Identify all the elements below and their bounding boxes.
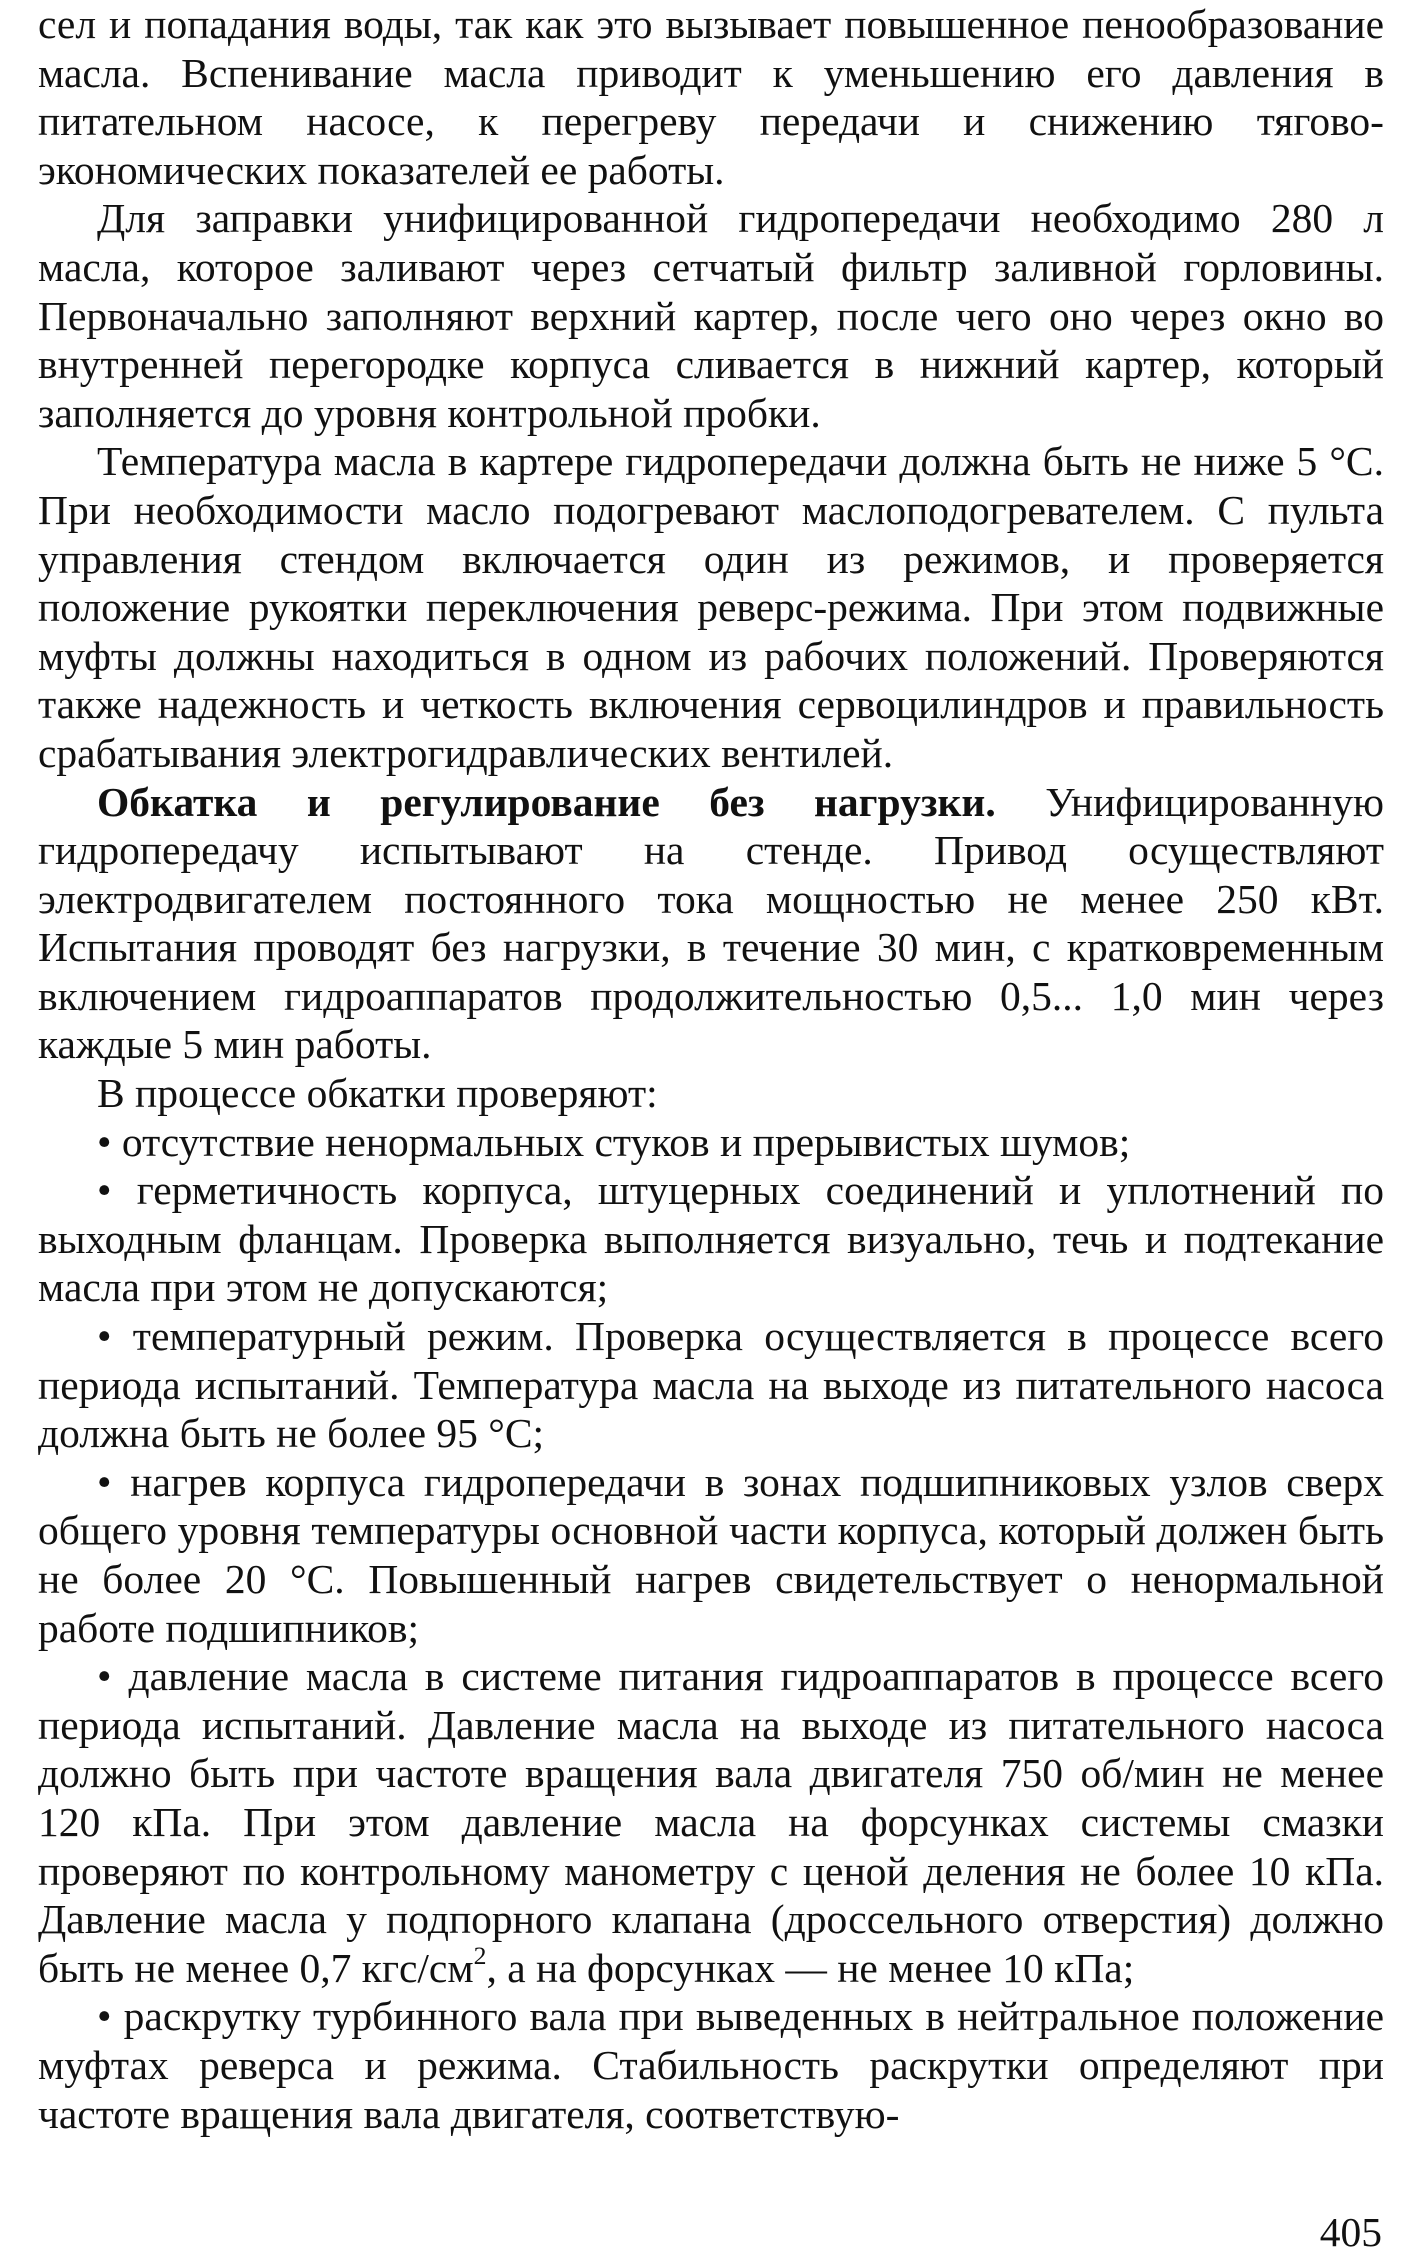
section-heading: Обкатка и регулирование без нагрузки. — [97, 778, 996, 825]
bullet-item-pressure — [38, 1652, 1384, 1992]
bullet-item: • герметичность корпуса, штуцерных соединений и уплотнений по выходным фланцам. Проверка выполняется визуально, течь и подтекание масла при этом не допускаются; — [38, 1167, 1384, 1311]
superscript-exponent: 2 — [473, 1940, 487, 1970]
paragraph-refueling: Для заправки унифицированной гидропередачи необходимо 280 л масла, которое заливают через сетчатый фильтр заливной горловины. Первоначально заполняют верхний картер, после чего оно через окно во внутренней перегородке корпуса сливается в нижний картер, который заполняется до уровня контрольной пробки. — [38, 195, 1384, 436]
pressure-text: • давление масла в системе питания гидроаппаратов в процессе всего периода испытаний. Давление масла на выходе из питательного насоса должно быть при частоте вращения вала двигателя 750 об/мин не менее 120 кПа. При этом давление масла на форсунках системы смазки проверяют по контрольному манометру с ценой деления не более 10 кПа. Давление масла у подпорного клапана (дроссельного отверстия) должно быть не менее 0,7 кгс/см — [38, 1653, 1384, 1991]
bullet-item: • раскрутку турбинного вала при выведенных в нейтральное положение муфтах реверса и режима. Стабильность раскрутки определяют при частоте вращения вала двигателя, соответствую- — [38, 1993, 1384, 2137]
section-text: Унифицированную гидропередачу испытывают на стенде. Привод осуществляют электродвигателем постоянного тока мощностью не менее 250 кВт. Испытания проводят без нагрузки, в течение 30 мин, с кратковременным включением гидроаппаратов продолжительностью 0,5... 1,0 мин через каждые 5 мин работы. — [38, 778, 1384, 1068]
paragraph-foaming: сел и попадания воды, так как это вызывает повышенное пенообразование масла. Вспенивание масла приводит к уменьшению его давления в питательном насосе, к перегреву передачи и снижению тягово-экономических показателей ее работы. — [38, 1, 1384, 193]
checklist-intro: В процессе обкатки проверяют: — [97, 1070, 658, 1117]
page-number: 405 — [1319, 2209, 1382, 2255]
section-paragraph — [38, 778, 1384, 1070]
document-page — [38, 0, 1384, 2138]
bullet-item: • нагрев корпуса гидропередачи в зонах подшипниковых узлов сверх общего уровня температуры основной части корпуса, который должен быть не более 20 °С. Повышенный нагрев свидетельствует о ненормальной работе подшипников; — [38, 1458, 1384, 1651]
paragraph-temperature: Температура масла в картере гидропередачи должна быть не ниже 5 °С. При необходимости масло подогревают маслоподогревателем. С пульта управления стендом включается один из режимов, и проверяется положение рукоятки переключения реверс-режима. При этом подвижные муфты должны находиться в одном из рабочих положений. Проверяются также надежность и четкость включения сервоцилиндров и правильность срабатывания электрогидравлических вентилей. — [38, 438, 1384, 776]
pressure-text-end: , а на форсунках — не менее 10 кПа; — [486, 1944, 1135, 1991]
bullet-item: • температурный режим. Проверка осуществляется в процессе всего периода испытаний. Температура масла на выходе из питательного насоса должна быть не более 95 °С; — [38, 1313, 1384, 1457]
bullet-item: • отсутствие ненормальных стуков и прерывистых шумов; — [97, 1118, 1131, 1165]
